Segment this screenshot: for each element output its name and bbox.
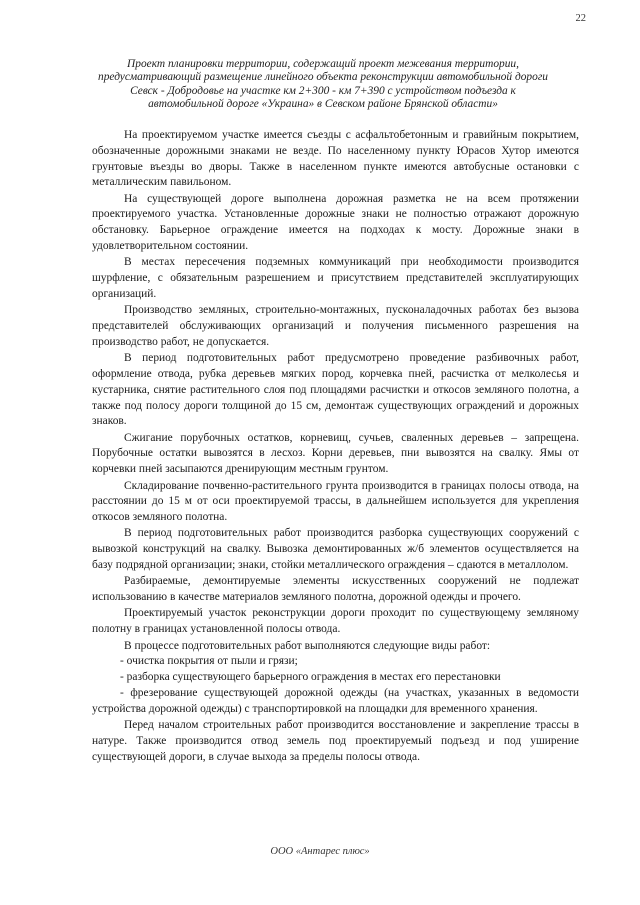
document-body [92, 128, 579, 766]
document-header: Проект планировки территории, содержащий проект межевания территории, предусматривающий размещение линейного объекта реконструкции автомобильной дороги Севск - Добродовье на участке км 2+300 - км 7+390 с устройством подъезда к автомобильной дороге «Украина» в Севском районе Брянской области» [98, 58, 548, 111]
paragraph: В местах пересечения подземных коммуникаций при необходимости производится шурфление, с обязательным разрешением и присутствием представителей эксплуатирующих организаций. [92, 256, 579, 300]
paragraph: Складирование почвенно-растительного грунта производится в границах полосы отвода, на расстоянии до 15 м от оси проектируемой трассы, в дальнейшем используется для укрепления откосов земляного полотна. [92, 479, 579, 524]
paragraph: На проектируемом участке имеется съезды с асфальтобетонным и гравийным покрытием, обозначенные дорожными знаками не везде. По населенному пункту Юрасов Хутор имеются грунтовые въезды во дворы. Также в населенном пункте имеются автобусные остановки с металлическим павильоном. [92, 129, 579, 189]
paragraph: Разбираемые, демонтируемые элементы искусственных сооружений не подлежат использованию в качестве материалов земляного полотна, дорожной одежды и прочего. [92, 575, 579, 604]
paragraph: Перед началом строительных работ производится восстановление и закрепление трассы в натуре. Также производится отвод земель под проектируемый подъезд и под уширение существующей дороги, в случае выхода за пределы полосы отвода. [92, 718, 579, 763]
paragraph: Производство земляных, строительно-монтажных, пусконаладочных работах без вызова представителей обслуживающих организаций и получения письменного разрешения на производство работ, не допускается. [92, 304, 579, 348]
paragraph: На существующей дороге выполнена дорожная разметка не на всем протяжении проектируемого участка. Установленные дорожные знаки не полностью отражают дорожную обстановку. Барьерное ограждение имеется на подходах к мосту. Дорожные знаки в удовлетворительном состоянии. [92, 192, 579, 253]
list-item: - фрезерование существующей дорожной одежды (на участках, указанных в ведомости устройства дорожной одежды) с транспортировкой на площадки для временного хранения. [92, 686, 579, 715]
paragraph: В процессе подготовительных работ выполняются следующие виды работ: [124, 639, 491, 652]
paragraph: В период подготовительных работ предусмотрено проведение разбивочных работ, оформление отвода, рубка деревьев мягких пород, корчевка пней, расчистка от мелколесья и кустарника, снятие растительного слоя под площадями расчистки и откосов земляного полотна, а также под полосу дороги толщиной до 15 см, демонтаж существующих ограждений и дорожных знаков. [92, 352, 579, 428]
paragraph: Сжигание порубочных остатков, корневищ, сучьев, сваленных деревьев – запрещена. Порубочные остатки вывозятся в лесхоз. Корни деревьев, пни вывозятся на свалку. Ямы от корчевки пней засыпаются дренирующим местным грунтом. [92, 431, 579, 476]
paragraph: Проектируемый участок реконструкции дороги проходит по существующему земляному полотну в границах установленной полосы отвода. [92, 607, 579, 636]
company-footer: ООО «Антарес плюс» [270, 846, 370, 857]
paragraph: В период подготовительных работ производится разборка существующих сооружений с вывозкой конструкций на свалку. Вывозка демонтированных ж/б элементов осуществляется на базу подрядной организации; знаки, стойки металлического ограждения – сдаются в металлолом. [92, 527, 579, 572]
list-item: - разборка существующего барьерного ограждения в местах его перестановки [120, 671, 501, 684]
list-item: - очистка покрытия от пыли и грязи; [120, 655, 298, 668]
page-number: 22 [575, 13, 586, 24]
